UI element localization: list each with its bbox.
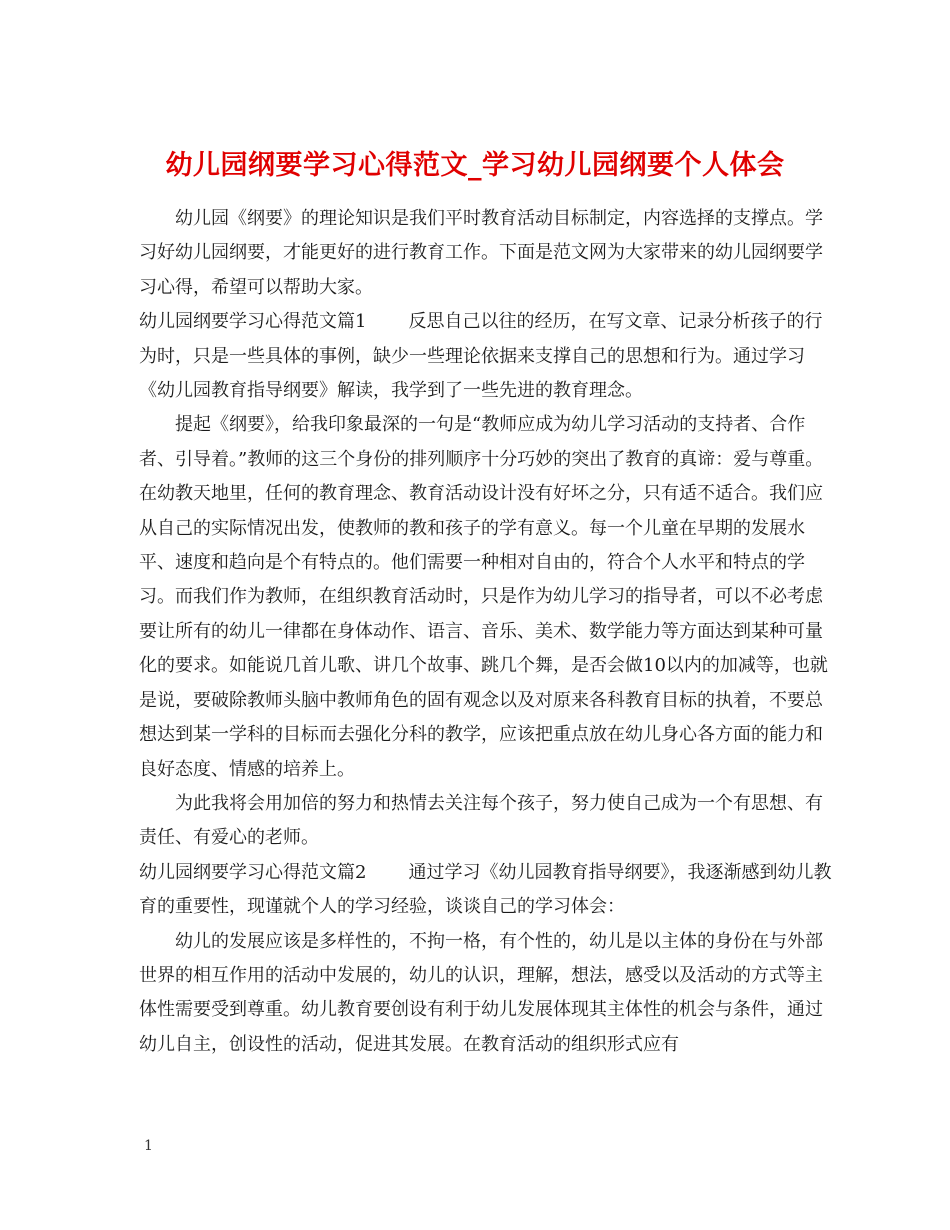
document-title: 幼儿园纲要学习心得范文_学习幼儿园纲要个人体会 — [165, 150, 785, 182]
section-label-2: 幼儿园纲要学习心得范文篇2 — [139, 861, 367, 883]
document-body — [139, 202, 839, 1062]
paragraph-intro: 幼儿园《纲要》的理论知识是我们平时教育活动目标制定，内容选择的支撑点。学习好幼儿园纲要，才能更好的进行教育工作。下面是范文网为大家带来的幼儿园纲要学习心得，希望可以帮助大家。 — [139, 208, 823, 298]
paragraph-gangyao: 提起《纲要》，给我印象最深的一句是“教师应成为幼儿学习活动的支持者、合作者、引导着。”教师的这三个身份的排列顺序十分巧妙的突出了教育的真谛：爱与尊重。在幼教天地里，任何的教育理念、教育活动设计没有好坏之分，只有适不适合。我们应从自己的实际情况出发，使教师的教和孩子的学有意义。每一个儿童在早期的发展水平、速度和趋向是个有特点的。他们需要一种相对自由的，符合个人水平和特点的学习。而我们作为教师，在组织教育活动时，只是作为幼儿学习的指导者，可以不必考虑要让所有的幼儿一律都在身体动作、语言、音乐、美术、数学能力等方面达到某种可量化的要求。如能说几首儿歌、讲几个故事、跳几个舞，是否会做10以内的加减等，也就是说，要破除教师头脑中教师角色的固有观念以及对原来各科教育目标的执着，不要总想达到某一学科的目标而去强化分科的教学，应该把重点放在幼儿身心各方面的能力和良好态度、情感的培养上。 — [139, 414, 828, 780]
section-label-1: 幼儿园纲要学习心得范文篇1 — [139, 311, 367, 333]
paragraph-section-1 — [139, 305, 839, 408]
page-number: 1 — [144, 1138, 153, 1154]
paragraph-section-2 — [139, 856, 839, 925]
section-text-1: 反思自己以往的经历，在写文章、记录分析孩子的行为时，只是一些具体的事例，缺少一些理论依据来支撑自己的思想和行为。通过学习《幼儿园教育指导纲要》解读，我学到了一些先进的教育理念。 — [139, 311, 823, 402]
paragraph-development: 幼儿的发展应该是多样性的，不拘一格，有个性的，幼儿是以主体的身份在与外部世界的相互作用的活动中发展的，幼儿的认识，理解，想法，感受以及活动的方式等主体性需要受到尊重。幼儿教育要创设有利于幼儿发展体现其主体性的机会与条件，通过幼儿自主，创设性的活动，促进其发展。在教育活动的组织形式应有 — [139, 930, 823, 1055]
paragraph-commitment: 为此我将会用加倍的努力和热情去关注每个孩子，努力使自己成为一个有思想、有责任、有爱心的老师。 — [139, 792, 823, 849]
section-text-2: 通过学习《幼儿园教育指导纲要》，我逐渐感到幼儿教育的重要性，现谨就个人的学习经验，谈谈自己的学习体会： — [139, 861, 832, 918]
